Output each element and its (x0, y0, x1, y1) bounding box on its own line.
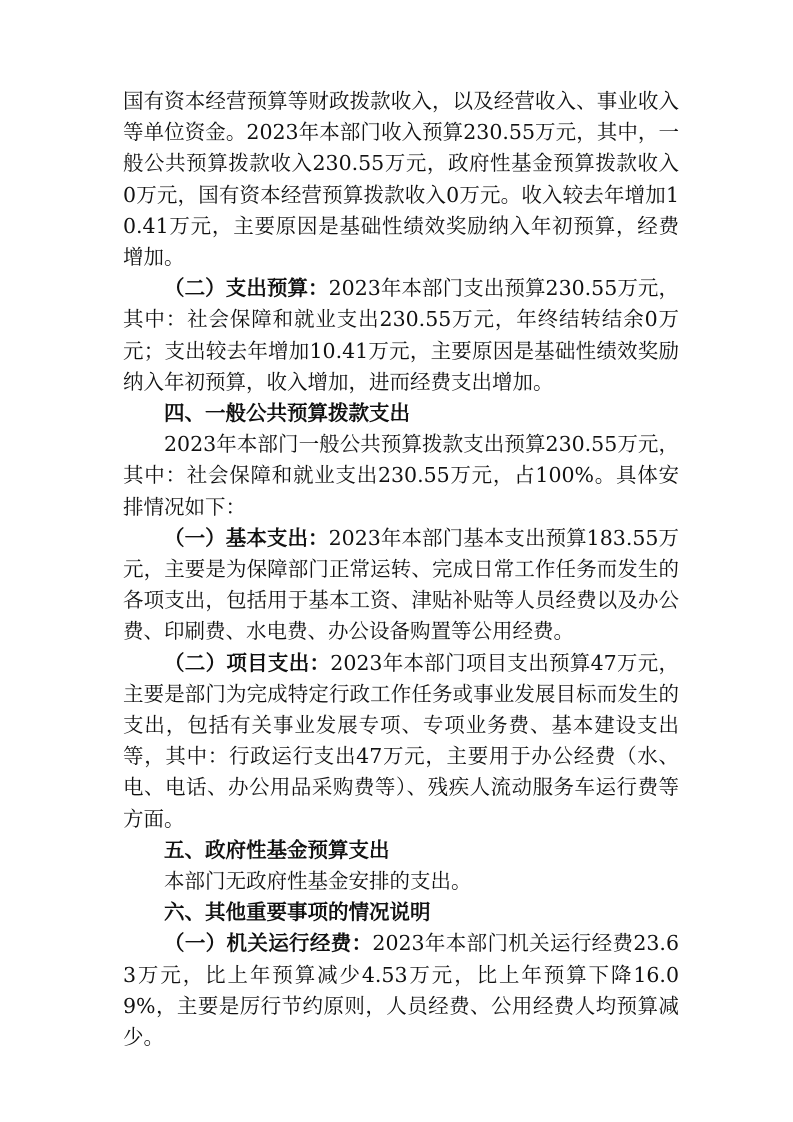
paragraph-income-budget (123, 86, 679, 273)
paragraph-text: 国有资本经营预算等财政拨款收入，以及经营收入、事业收入等单位资金。2023年本部门收入预算230.55万元，其中，一般公共预算拨款收入230.55万元，政府性基金预算拨款收入0万元，国有资本经营预算拨款收入0万元。收入较去年增加10.41万元，主要原因是基础性绩效奖励纳入年初预算，经费增加。 (123, 89, 679, 270)
paragraph-text: 本部门无政府性基金安排的支出。 (164, 869, 472, 894)
section-heading-six: 六、其他重要事项的情况说明 (164, 900, 431, 925)
section-heading-five: 五、政府性基金预算支出 (164, 837, 390, 862)
paragraph-lead: （二）项目支出： (164, 650, 331, 675)
paragraph-general-public-expenditure (123, 429, 679, 523)
paragraph-operating-expenses (123, 928, 679, 1053)
paragraph-expenditure-budget (123, 273, 679, 398)
paragraph-lead: （一）机关运行经费： (164, 931, 373, 956)
paragraph-lead: （二）支出预算： (164, 276, 329, 301)
paragraph-text: 2023年本部门一般公共预算拨款支出预算230.55万元，其中：社会保障和就业支出230.55万元，占100%。具体安排情况如下： (123, 432, 679, 519)
paragraph-government-fund (123, 866, 679, 897)
document-body (123, 86, 679, 1053)
paragraph-text: 2023年本部门基本支出预算183.55万元，主要是为保障部门正常运转、完成日常工作任务而发生的各项支出，包括用于基本工资、津贴补贴等人员经费以及办公费、印刷费、水电费、办公设备购置等公用经费。 (123, 525, 679, 644)
paragraph-text: 2023年本部门机关运行经费23.63万元，比上年预算减少4.53万元，比上年预算下降16.09%，主要是厉行节约原则，人员经费、公用经费人均预算减少。 (123, 931, 679, 1050)
paragraph-basic-expenditure (123, 523, 679, 648)
paragraph-text: 2023年本部门项目支出预算47万元，主要是部门为完成特定行政工作任务或事业发展目标而发生的支出，包括有关事业发展专项、专项业务费、基本建设支出等，其中：行政运行支出47万元，主要用于办公经费（水、电、电话、办公用品采购费等）、残疾人流动服务车运行费等方面。 (123, 650, 680, 831)
paragraph-lead: （一）基本支出： (164, 525, 329, 550)
section-heading-four: 四、一般公共预算拨款支出 (164, 401, 410, 426)
paragraph-project-expenditure (123, 648, 679, 835)
paragraph-text: 2023年本部门支出预算230.55万元，其中：社会保障和就业支出230.55万元，年终结转结余0万元；支出较去年增加10.41万元，主要原因是基础性绩效奖励纳入年初预算，收入增加，进而经费支出增加。 (123, 276, 679, 394)
